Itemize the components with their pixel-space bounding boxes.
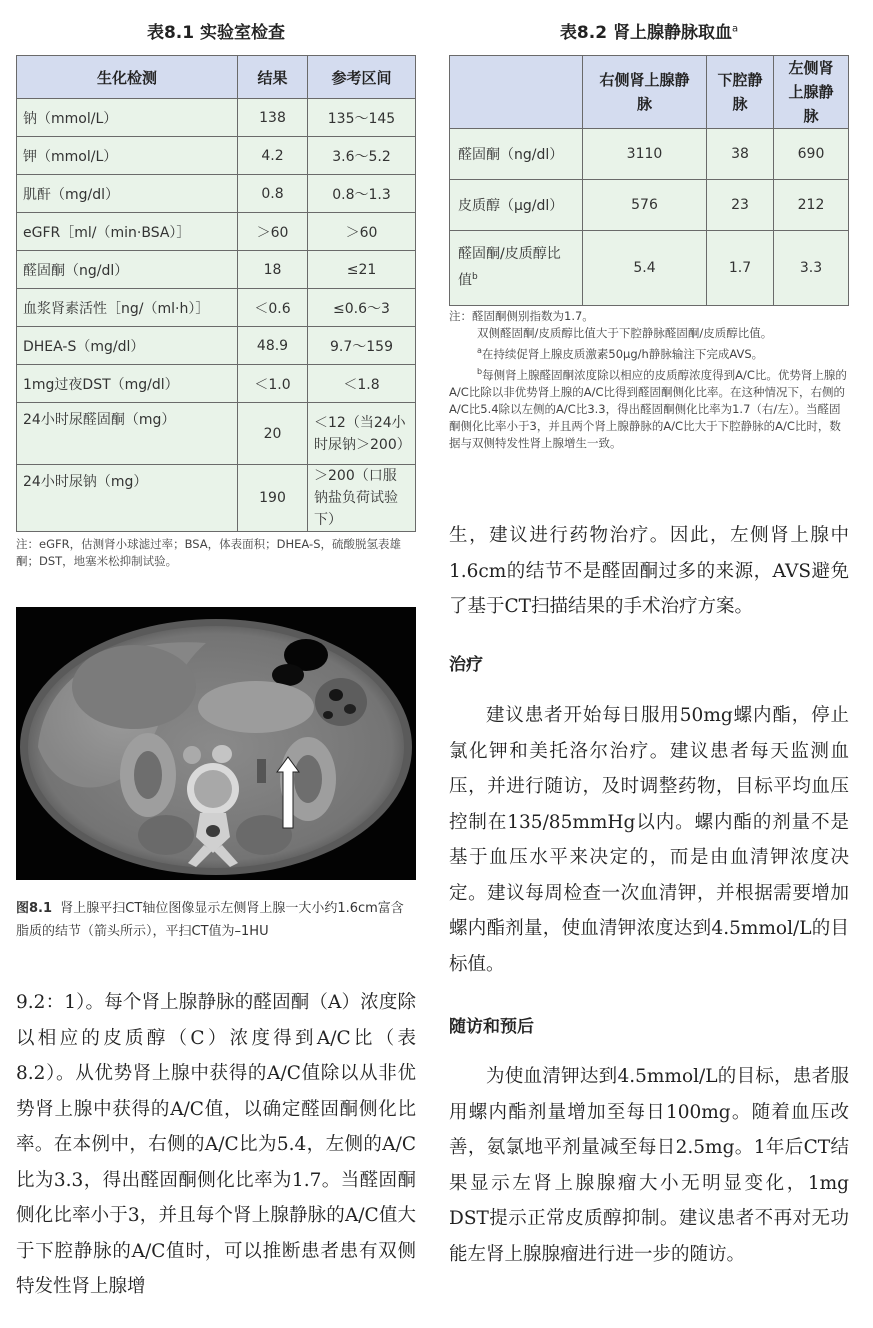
- cell-value: 212: [774, 180, 849, 231]
- table-header-row: [17, 56, 416, 99]
- followup-paragraph: 为使血清钾达到4.5mmol/L的目标，患者服用螺内酯剂量增加至每日100mg。随着血压改善，氨氯地平剂量减至每日2.5mg。1年后CT结果显示左肾上腺腺瘤大小无明显变化，1mg DST提示正常皮质醇抑制。建议患者不再对无功能左肾上腺腺瘤进行进一步的随访。: [449, 1066, 849, 1265]
- test-result: ＜1.0: [238, 365, 308, 403]
- table2-caption-sup: a: [731, 23, 739, 35]
- table-row: [17, 327, 416, 365]
- test-ref: 0.8～1.3: [308, 175, 416, 213]
- column-header: [450, 56, 583, 129]
- test-name: 血浆肾素活性［ng/（ml·h）］: [17, 289, 238, 327]
- table2-note: [449, 342, 849, 363]
- test-ref: ≤0.6～3: [308, 289, 416, 327]
- test-result: 48.9: [238, 327, 308, 365]
- table-row: [450, 129, 849, 180]
- note-text: 每侧肾上腺醛固酮浓度除以相应的皮质醇浓度得到A/C比。优势肾上腺的A/C比除以非优势肾上腺的A/C比得到醛固酮侧化比率。在这种情况下，右侧的A/C比5.4除以左侧的A/C比3.3，得出醛固酮侧化比率为1.7（右/左）。当醛固酮侧化比率小于3，并且两个肾上腺静脉的A/C比大于下腔静脉的A/C比时，数据与双侧特发性肾上腺增生一致。: [449, 367, 847, 450]
- table-row: [17, 213, 416, 251]
- table-row: [17, 365, 416, 403]
- cell-value: 5.4: [583, 231, 707, 306]
- table1-note: 注：eGFR，估测肾小球滤过率；BSA，体表面积；DHEA-S，硫酸脱氢表雄酮；DST，地塞米松抑制试验。: [16, 537, 401, 568]
- test-name: 醛固酮（ng/dl）: [17, 251, 238, 289]
- table1-caption: 表8.1 实验室检查: [146, 23, 286, 43]
- table-row: [17, 99, 416, 137]
- cell-value: 3.3: [774, 231, 849, 306]
- test-name: 肌酐（mg/dl）: [17, 175, 238, 213]
- avs-table: [449, 55, 849, 306]
- test-result: 18: [238, 251, 308, 289]
- note-sup: b: [477, 366, 483, 376]
- table-row: [450, 231, 849, 306]
- test-result: 4.2: [238, 137, 308, 175]
- test-result: 20: [238, 403, 308, 465]
- test-ref: ＞200（口服钠盐负荷试验下）: [308, 465, 416, 532]
- test-result: 0.8: [238, 175, 308, 213]
- test-ref: ≤21: [308, 251, 416, 289]
- left-paragraph: 9.2：1）。每个肾上腺静脉的醛固酮（A）浓度除以相应的皮质醇（C）浓度得到A/C比（表8.2）。从优势肾上腺中获得的A/C值除以从非优势肾上腺中获得的A/C值，以确定醛固酮侧化比率。在本例中，右侧的A/C比为5.4，左侧的A/C比为3.3，得出醛固酮侧化比率为1.7。当醛固酮侧化比率小于3，并且每个肾上腺静脉的A/C值大于下腔静脉的A/C值时，可以推断患者患有双侧特发性肾上腺增: [16, 992, 416, 1297]
- test-result: ＞60: [238, 213, 308, 251]
- test-ref: ＜1.8: [308, 365, 416, 403]
- right-paragraph: 生，建议进行药物治疗。因此，左侧肾上腺中1.6cm的结节不是醛固酮过多的来源，AVS避免了基于CT扫描结果的手术治疗方案。: [449, 525, 849, 617]
- table-row: [17, 465, 416, 532]
- row-label: 醛固酮（ng/dl）: [450, 129, 583, 180]
- test-name: eGFR［ml/（min·BSA）］: [17, 213, 238, 251]
- note-text: 在持续促肾上腺皮质激素50μg/h静脉输注下完成AVS。: [481, 346, 764, 361]
- followup-heading: 随访和预后: [449, 1017, 534, 1037]
- test-name: 钾（mmol/L）: [17, 137, 238, 175]
- table2-caption-text: 表8.2 肾上腺静脉取血: [559, 23, 732, 43]
- cell-value: 576: [583, 180, 707, 231]
- lab-tests-table: [16, 55, 416, 532]
- column-header: 结果: [238, 56, 308, 99]
- note-sup: a: [477, 346, 482, 355]
- table-header-row: [450, 56, 849, 129]
- column-header: 参考区间: [308, 56, 416, 99]
- test-result: ＜0.6: [238, 289, 308, 327]
- test-ref: 9.7～159: [308, 327, 416, 365]
- test-ref: ＞60: [308, 213, 416, 251]
- figure-caption-text: 肾上腺平扫CT轴位图像显示左侧肾上腺一大小约1.6cm富含脂质的结节（箭头所示），平扫CT值为–1HU: [16, 901, 404, 939]
- test-ref: 3.6～5.2: [308, 137, 416, 175]
- figure-label: 图8.1: [16, 901, 53, 916]
- cell-value: 1.7: [707, 231, 774, 306]
- table2-caption: [449, 18, 849, 43]
- test-name: 24小时尿醛固酮（mg）: [17, 403, 238, 465]
- table-row: [17, 137, 416, 175]
- treatment-paragraph: 建议患者开始每日服用50mg螺内酯，停止氯化钾和美托洛尔治疗。建议患者每天监测血压，并进行随访，及时调整药物，目标平均血压控制在135/85mmHg以内。螺内酯的剂量不是基于血压水平来决定的，而是由血清钾浓度决定。建议每周检查一次血清钾，并根据需要增加螺内酯剂量，使血清钾浓度达到4.5mmol/L的目标值。: [449, 705, 849, 975]
- cell-value: 690: [774, 129, 849, 180]
- test-ref: ＜12（当24小时尿钠＞200）: [308, 403, 416, 465]
- cell-value: 38: [707, 129, 774, 180]
- cell-value: 23: [707, 180, 774, 231]
- table-row: [450, 180, 849, 231]
- figure-caption: [16, 897, 416, 943]
- table2-notes: [449, 308, 849, 452]
- column-header: 下腔静脉: [707, 56, 774, 129]
- test-result: 190: [238, 465, 308, 532]
- table2-note: 双侧醛固酮/皮质醇比值大于下腔静脉醛固酮/皮质醇比值。: [477, 326, 773, 340]
- treatment-heading: 治疗: [449, 655, 483, 675]
- cell-value: 3110: [583, 129, 707, 180]
- test-name: 钠（mmol/L）: [17, 99, 238, 137]
- table-row: [17, 251, 416, 289]
- row-label-text: 醛固酮/皮质醇比值: [458, 246, 561, 289]
- row-label: [450, 231, 583, 306]
- test-name: DHEA-S（mg/dl）: [17, 327, 238, 365]
- column-header: 右侧肾上腺静脉: [583, 56, 707, 129]
- table-row: [17, 175, 416, 213]
- column-header: 生化检测: [17, 56, 238, 99]
- test-result: 138: [238, 99, 308, 137]
- table2-note: 注：醛固酮侧别指数为1.7。: [449, 309, 594, 323]
- test-name: 1mg过夜DST（mg/dl）: [17, 365, 238, 403]
- row-label: 皮质醇（μg/dl）: [450, 180, 583, 231]
- ct-scan-image: [16, 607, 416, 880]
- column-header: 左侧肾上腺静脉: [774, 56, 849, 129]
- test-ref: 135～145: [308, 99, 416, 137]
- table2-note: [449, 363, 849, 452]
- row-label-sup: b: [472, 272, 478, 283]
- table-row: [17, 289, 416, 327]
- table-row: [17, 403, 416, 465]
- test-name: 24小时尿钠（mg）: [17, 465, 238, 532]
